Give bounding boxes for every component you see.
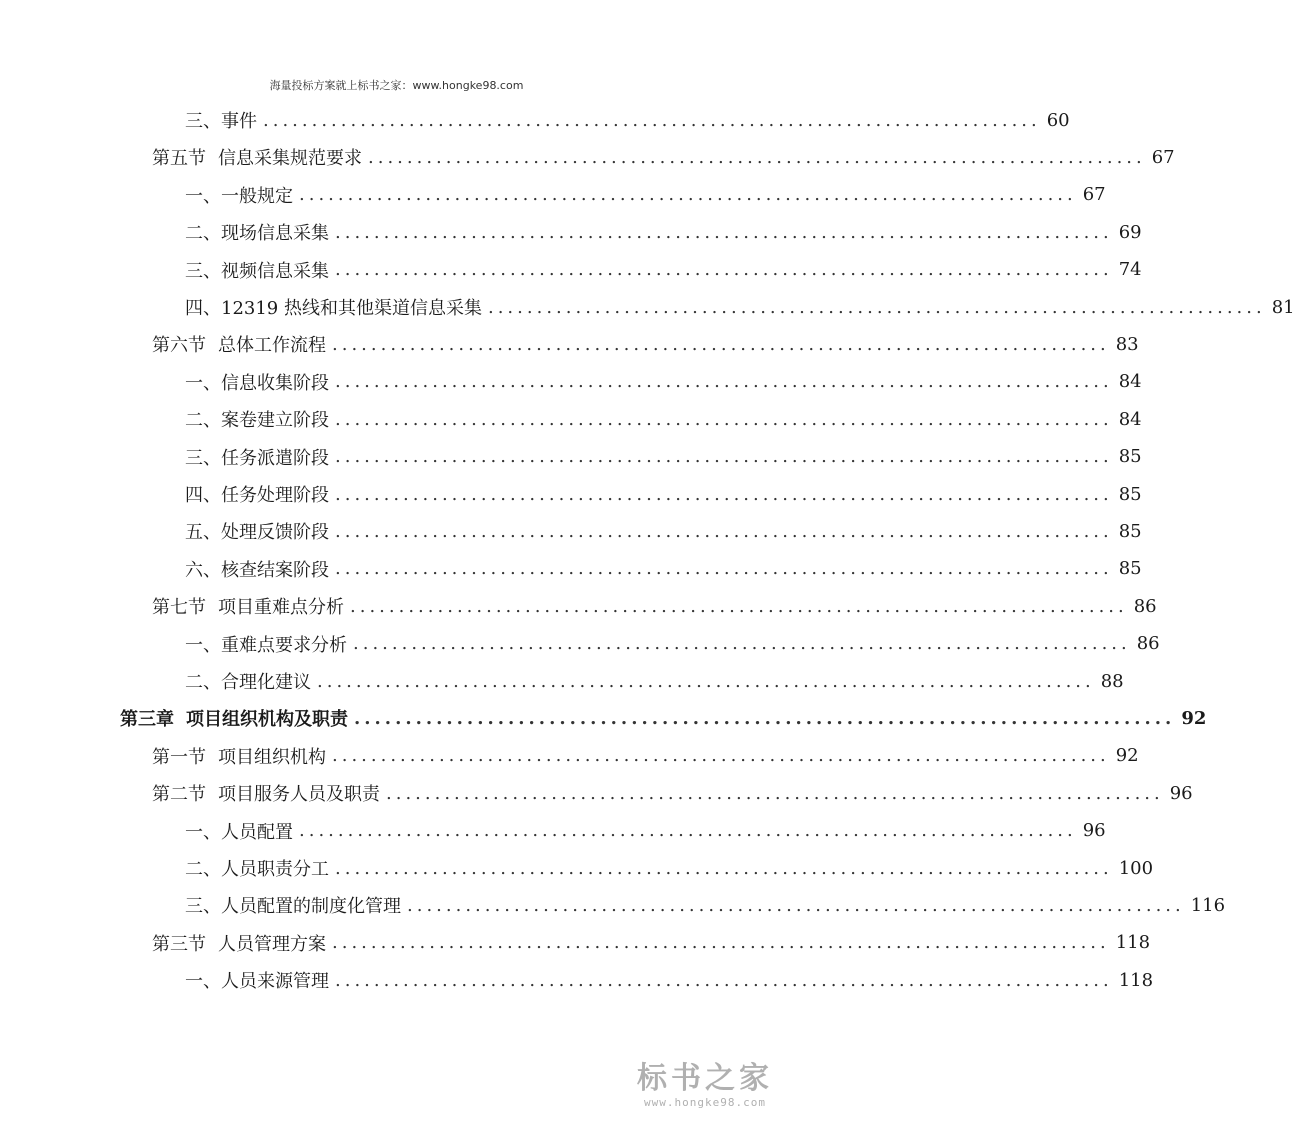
dot-leader: ................................................................................ bbox=[354, 707, 1176, 729]
dot-leader: ................................................................................ bbox=[368, 146, 1146, 168]
toc-entry-text: 项目组织机构及职责 bbox=[186, 709, 348, 731]
dot-leader: ................................................................................ bbox=[332, 745, 1110, 767]
toc-entry[interactable] bbox=[185, 518, 1142, 544]
toc-entry-page: 85 bbox=[1118, 446, 1142, 468]
toc-entry-label: 一、 bbox=[185, 185, 221, 207]
toc-entry[interactable] bbox=[185, 668, 1124, 694]
toc-entry-page: 92 bbox=[1181, 707, 1207, 729]
toc-entry-label: 第三节 bbox=[152, 933, 206, 955]
dot-leader: ................................................................................ bbox=[263, 109, 1041, 131]
toc-entry-text: 视频信息采集 bbox=[221, 260, 329, 282]
toc-entry-label: 四、 bbox=[185, 298, 221, 319]
toc-entry-title bbox=[185, 892, 401, 918]
dot-leader: ................................................................................ bbox=[407, 894, 1185, 916]
toc-entry-text: 信息采集规范要求 bbox=[218, 148, 362, 170]
toc-entry-page: 69 bbox=[1118, 221, 1142, 243]
toc-entry-text: 人员配置 bbox=[221, 821, 293, 843]
dot-leader: ................................................................................ bbox=[332, 333, 1110, 355]
toc-entry[interactable] bbox=[185, 294, 1295, 320]
toc-entry-page: 118 bbox=[1118, 969, 1154, 991]
dot-leader: ................................................................................ bbox=[335, 483, 1113, 505]
dot-leader: ................................................................................ bbox=[335, 371, 1113, 393]
toc-entry-page: 86 bbox=[1136, 633, 1160, 655]
toc-entry-label: 三、 bbox=[185, 447, 221, 469]
toc-entry-page: 118 bbox=[1115, 932, 1151, 954]
toc-entry-title bbox=[185, 369, 329, 395]
toc-entry[interactable] bbox=[185, 369, 1142, 395]
toc-entry[interactable] bbox=[185, 182, 1106, 208]
toc-entry-label: 第七节 bbox=[152, 597, 206, 619]
toc-entry-page: 85 bbox=[1118, 483, 1142, 505]
toc-entry[interactable] bbox=[120, 705, 1207, 731]
dot-leader: ................................................................................ bbox=[335, 408, 1113, 430]
dot-leader: ................................................................................ bbox=[332, 932, 1110, 954]
toc-entry-label: 第六节 bbox=[152, 335, 206, 357]
dot-leader: ................................................................................ bbox=[335, 520, 1113, 542]
toc-entry-label: 三、 bbox=[185, 111, 221, 132]
toc-entry[interactable] bbox=[152, 930, 1151, 956]
toc-entry-title bbox=[185, 556, 329, 582]
toc-entry-label: 一、 bbox=[185, 372, 221, 394]
dot-leader: ................................................................................ bbox=[299, 184, 1077, 206]
toc-entry[interactable] bbox=[152, 593, 1157, 619]
toc-entry-title bbox=[152, 331, 326, 357]
toc-entry-page: 74 bbox=[1118, 259, 1142, 281]
toc-entry-label: 五、 bbox=[185, 522, 221, 544]
toc-entry-title bbox=[152, 144, 362, 170]
toc-entry-text: 人员配置的制度化管理 bbox=[221, 896, 401, 918]
dot-leader: ................................................................................ bbox=[335, 446, 1113, 468]
watermark-title: 标书之家 bbox=[637, 1061, 773, 1096]
toc-entry-label: 四、 bbox=[185, 485, 221, 506]
toc-entry-label: 一、 bbox=[185, 971, 221, 993]
toc-entry-title bbox=[185, 219, 329, 245]
toc-entry-text: 核查结案阶段 bbox=[221, 559, 329, 581]
toc-entry-page: 100 bbox=[1118, 857, 1154, 879]
toc-entry-title bbox=[185, 182, 293, 208]
toc-entry-text: 信息收集阶段 bbox=[221, 372, 329, 394]
toc-entry-label: 第五节 bbox=[152, 148, 206, 170]
dot-leader: ................................................................................ bbox=[335, 221, 1113, 243]
toc-entry-title bbox=[120, 705, 348, 731]
toc-entry-text: 任务处理阶段 bbox=[221, 485, 329, 506]
toc-entry-title bbox=[152, 780, 380, 806]
dot-leader: ................................................................................ bbox=[335, 969, 1113, 991]
toc-entry-title bbox=[185, 257, 329, 283]
toc-entry[interactable] bbox=[185, 107, 1070, 133]
toc-entry-text: 案卷建立阶段 bbox=[221, 410, 329, 432]
toc-entry[interactable] bbox=[185, 892, 1226, 918]
dot-leader: ................................................................................ bbox=[299, 820, 1077, 842]
toc-entry-text: 重难点要求分析 bbox=[221, 634, 347, 656]
toc-entry-title bbox=[185, 631, 347, 657]
toc-entry-title bbox=[152, 930, 326, 956]
toc-entry-title bbox=[185, 518, 329, 544]
toc-entry-page: 85 bbox=[1118, 520, 1142, 542]
dot-leader: ................................................................................ bbox=[335, 558, 1113, 580]
toc-entry[interactable] bbox=[185, 481, 1142, 507]
toc-entry-page: 84 bbox=[1118, 408, 1142, 430]
toc-entry[interactable] bbox=[152, 743, 1139, 769]
toc-entry-label: 一、 bbox=[185, 634, 221, 656]
toc-entry[interactable] bbox=[185, 444, 1142, 470]
toc-entry-page: 85 bbox=[1118, 558, 1142, 580]
toc-entry-page: 116 bbox=[1190, 894, 1226, 916]
toc-entry-text: 处理反馈阶段 bbox=[221, 522, 329, 544]
page-header: 海量投标方案就上标书之家：www.hongke98.com bbox=[269, 79, 524, 92]
toc-entry-text: 任务派遣阶段 bbox=[221, 447, 329, 469]
dot-leader: ................................................................................ bbox=[317, 670, 1095, 692]
toc-entry-title bbox=[185, 668, 311, 694]
toc-entry-text: 一般规定 bbox=[221, 185, 293, 207]
toc-entry[interactable] bbox=[185, 219, 1142, 245]
toc-entry-page: 96 bbox=[1169, 782, 1193, 804]
toc-entry-label: 第一节 bbox=[152, 746, 206, 768]
toc-entry-text: 总体工作流程 bbox=[218, 335, 326, 357]
toc-entry-text: 事件 bbox=[221, 111, 257, 132]
toc-entry[interactable] bbox=[185, 818, 1106, 844]
toc-entry-label: 第三章 bbox=[120, 709, 174, 731]
dot-leader: ................................................................................ bbox=[487, 296, 1266, 318]
toc-entry-title bbox=[185, 818, 293, 844]
watermark-logo bbox=[620, 1062, 790, 1109]
toc-entry-page: 83 bbox=[1115, 333, 1139, 355]
toc-entry-text: 12319 热线和其他渠道信息采集 bbox=[221, 298, 482, 319]
toc-entry-text: 人员管理方案 bbox=[218, 933, 326, 955]
toc-entry-page: 67 bbox=[1082, 184, 1106, 206]
toc-entry-page: 92 bbox=[1115, 745, 1139, 767]
toc-entry[interactable] bbox=[185, 631, 1160, 657]
toc-entry-page: 84 bbox=[1118, 371, 1142, 393]
toc-entry-title bbox=[185, 107, 257, 133]
toc-entry-title bbox=[185, 967, 329, 993]
toc-entry-page: 60 bbox=[1046, 109, 1070, 131]
dot-leader: ................................................................................ bbox=[386, 782, 1164, 804]
toc-entry-label: 六、 bbox=[185, 559, 221, 581]
toc-entry[interactable] bbox=[185, 556, 1142, 582]
toc-entry-title bbox=[152, 743, 326, 769]
toc-entry-text: 人员来源管理 bbox=[221, 971, 329, 993]
toc-entry-title bbox=[185, 294, 482, 320]
toc-entry-text: 项目重难点分析 bbox=[218, 597, 344, 619]
dot-leader: ................................................................................ bbox=[335, 259, 1113, 281]
dot-leader: ................................................................................ bbox=[335, 857, 1113, 879]
toc-entry-text: 现场信息采集 bbox=[221, 223, 329, 245]
toc-entry-title bbox=[185, 481, 329, 507]
toc-entry-title bbox=[152, 593, 344, 619]
toc-entry-label: 二、 bbox=[185, 223, 221, 245]
toc-entry-label: 第二节 bbox=[152, 784, 206, 806]
toc-entry-label: 三、 bbox=[185, 260, 221, 282]
toc-entry-page: 81 bbox=[1271, 296, 1295, 318]
toc-entry[interactable] bbox=[152, 331, 1139, 357]
toc-entry[interactable] bbox=[152, 144, 1175, 170]
toc-entry[interactable] bbox=[185, 257, 1142, 283]
toc-entry-page: 67 bbox=[1151, 146, 1175, 168]
dot-leader: ................................................................................ bbox=[350, 595, 1128, 617]
toc-entry-page: 86 bbox=[1133, 595, 1157, 617]
toc-entry-title bbox=[185, 444, 329, 470]
toc-entry-label: 一、 bbox=[185, 821, 221, 843]
toc-entry-title bbox=[185, 855, 329, 881]
toc-entry[interactable] bbox=[185, 406, 1142, 432]
toc-entry-page: 96 bbox=[1082, 820, 1106, 842]
toc-entry[interactable] bbox=[152, 780, 1193, 806]
toc-entry-page: 88 bbox=[1100, 670, 1124, 692]
toc-entry[interactable] bbox=[185, 855, 1154, 881]
toc-entry-text: 项目服务人员及职责 bbox=[218, 784, 380, 806]
toc-entry-label: 二、 bbox=[185, 672, 221, 693]
watermark-url: www.hongke98.com bbox=[644, 1096, 766, 1109]
toc-entry-text: 合理化建议 bbox=[221, 672, 311, 693]
toc-entry-text: 人员职责分工 bbox=[221, 859, 329, 880]
toc-entry-label: 二、 bbox=[185, 410, 221, 432]
toc-entry-label: 二、 bbox=[185, 859, 221, 880]
dot-leader: ................................................................................ bbox=[353, 633, 1131, 655]
toc-entry-label: 三、 bbox=[185, 896, 221, 918]
toc-entry-title bbox=[185, 406, 329, 432]
toc-entry-text: 项目组织机构 bbox=[218, 746, 326, 768]
toc-entry[interactable] bbox=[185, 967, 1154, 993]
